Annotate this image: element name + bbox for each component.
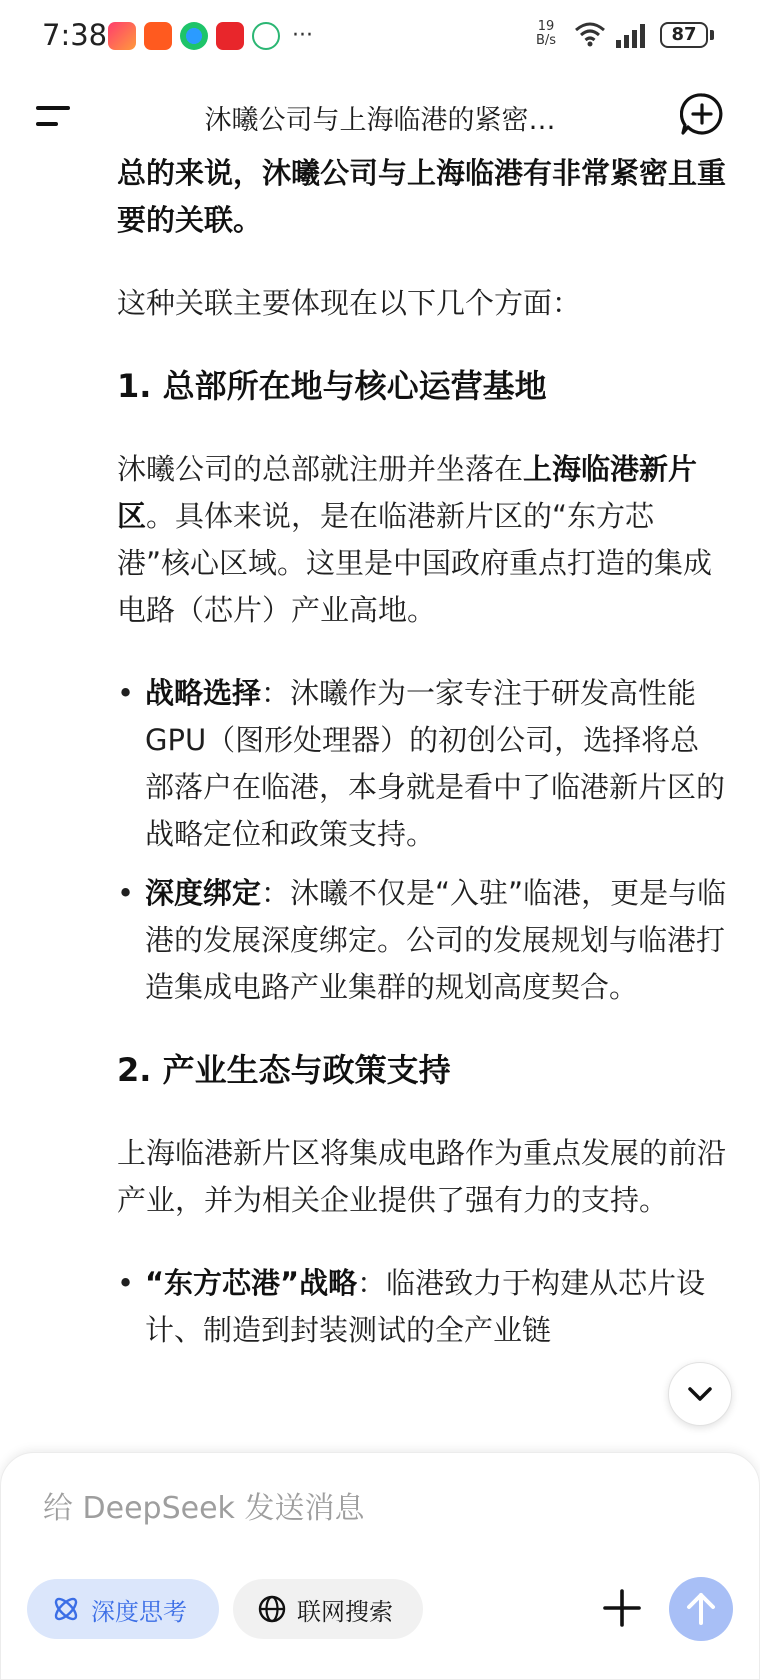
wifi-icon: [572, 20, 608, 48]
news-icon: [216, 22, 244, 50]
taobao-icon: [144, 22, 172, 50]
status-bar: [0, 0, 760, 76]
scroll-to-bottom-button[interactable]: [668, 1362, 732, 1426]
signal-icon: [616, 24, 650, 48]
assistant-message: [117, 150, 727, 1354]
section-heading-2: 2. 产业生态与政策支持: [117, 1051, 451, 1089]
battery-indicator: 87: [660, 22, 708, 48]
deep-think-toggle[interactable]: [27, 1579, 219, 1639]
menu-line-bottom: [36, 122, 58, 126]
new-chat-icon[interactable]: [680, 92, 724, 136]
web-search-label: 联网搜索: [297, 1597, 393, 1626]
chevron-down-icon: [669, 1363, 731, 1425]
arrow-up-icon: [669, 1577, 733, 1641]
list-item: • 深度绑定：沐曦不仅是“入驻”临港，更是与临港的发展深度绑定。公司的发展规划与临港打造集成电路产业集群的规划高度契合。: [117, 870, 727, 1011]
chat-title[interactable]: 沐曦公司与上海临港的紧密…: [204, 105, 556, 136]
menu-line-top: [36, 106, 70, 110]
section1-paragraph: 沐曦公司的总部就注册并坐落在上海临港新片区。具体来说，是在临港新片区的“东方芯港”核心区域。这里是中国政府重点打造的集成电路（芯片）产业高地。: [117, 452, 713, 627]
web-search-toggle[interactable]: [233, 1579, 423, 1639]
status-time: 7:38: [42, 18, 108, 52]
section2-paragraph: 上海临港新片区将集成电路作为重点发展的前沿产业，并为相关企业提供了强有力的支持。: [117, 1136, 727, 1217]
video-app-icon: [108, 22, 136, 50]
deep-think-label: 深度思考: [91, 1597, 187, 1626]
atom-icon: [51, 1594, 81, 1624]
send-button[interactable]: [669, 1577, 733, 1641]
section2-bullets: [117, 1260, 727, 1354]
battery-tip: [710, 30, 714, 40]
section1-bullets: [117, 670, 727, 1011]
list-item: • “东方芯港”战略：临港致力于构建从芯片设计、制造到封装测试的全产业链: [117, 1260, 727, 1354]
chat-header: [0, 76, 760, 156]
notification-icons: [108, 22, 313, 50]
list-item: • 战略选择：沐曦作为一家专注于研发高性能GPU（图形处理器）的初创公司，选择将总部落户在临港，本身就是看中了临港新片区的战略定位和政策支持。: [117, 670, 727, 858]
attach-plus-icon[interactable]: [599, 1585, 645, 1631]
browser-icon: [180, 22, 208, 50]
menu-button[interactable]: [36, 98, 76, 134]
lead-paragraph: 总的来说，沐曦公司与上海临港有非常紧密且重要的关联。: [117, 156, 727, 237]
globe-icon: [257, 1594, 287, 1624]
wechat-like-icon: [252, 22, 280, 50]
intro-paragraph: 这种关联主要体现在以下几个方面：: [117, 286, 582, 320]
section-heading-1: 1. 总部所在地与核心运营基地: [117, 367, 547, 405]
more-notifications-icon: ···: [292, 23, 313, 48]
network-speed: 19 B/s: [536, 19, 557, 48]
message-input[interactable]: [41, 1479, 665, 1537]
message-composer: [0, 1452, 760, 1680]
